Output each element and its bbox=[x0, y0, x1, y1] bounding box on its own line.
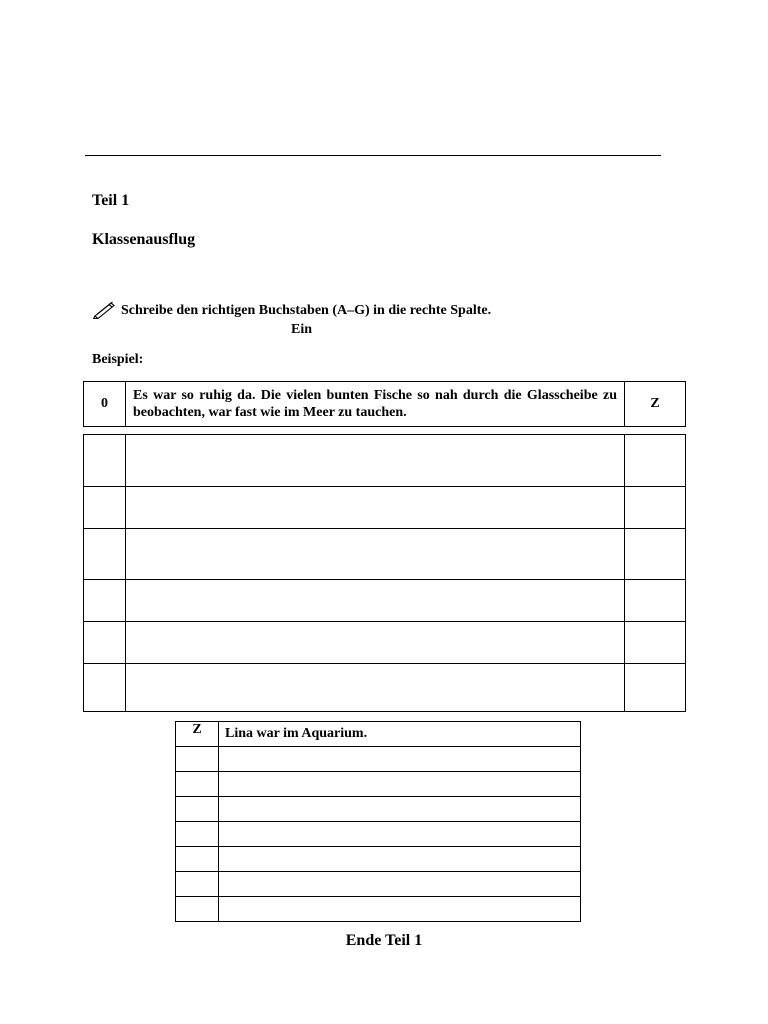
summary-text-cell bbox=[219, 797, 581, 822]
summary-text-cell bbox=[219, 747, 581, 772]
summary-letter-cell[interactable] bbox=[176, 772, 219, 797]
row-text-cell bbox=[126, 664, 625, 712]
table-row bbox=[176, 747, 581, 772]
row-text-cell bbox=[126, 435, 625, 487]
row-number-cell bbox=[84, 580, 126, 622]
table-row bbox=[84, 580, 686, 622]
summary-letter-cell[interactable] bbox=[176, 797, 219, 822]
example-label: Beispiel: bbox=[92, 352, 144, 367]
table-row bbox=[84, 487, 686, 529]
summary-letter-cell[interactable] bbox=[176, 872, 219, 897]
summary-text-cell bbox=[219, 822, 581, 847]
table-row bbox=[84, 664, 686, 712]
answer-table bbox=[83, 434, 686, 712]
table-row bbox=[176, 822, 581, 847]
answer-cell[interactable] bbox=[625, 529, 686, 580]
summary-table bbox=[175, 721, 581, 922]
row-text-cell bbox=[126, 529, 625, 580]
table-row bbox=[176, 897, 581, 922]
example-number: 0 bbox=[84, 382, 126, 427]
row-number-cell bbox=[84, 622, 126, 664]
row-text-cell bbox=[126, 622, 625, 664]
table-row bbox=[176, 797, 581, 822]
summary-text-cell bbox=[219, 897, 581, 922]
row-number-cell bbox=[84, 435, 126, 487]
summary-letter-cell[interactable] bbox=[176, 847, 219, 872]
table-row bbox=[176, 847, 581, 872]
footer-text: Ende Teil 1 bbox=[345, 932, 423, 949]
row-text-cell bbox=[126, 487, 625, 529]
top-rule bbox=[85, 155, 661, 156]
table-row bbox=[176, 722, 581, 747]
summary-text-cell bbox=[219, 847, 581, 872]
answer-cell[interactable] bbox=[625, 580, 686, 622]
topic-title: Klassenausflug bbox=[92, 231, 196, 248]
table-row bbox=[84, 382, 686, 427]
row-text-cell bbox=[126, 580, 625, 622]
summary-letter-cell[interactable] bbox=[176, 822, 219, 847]
row-number-cell bbox=[84, 487, 126, 529]
table-row bbox=[176, 772, 581, 797]
example-table bbox=[83, 381, 686, 427]
table-row bbox=[84, 622, 686, 664]
instruction-text: Schreibe den richtigen Buchstaben (A–G) in die rechte Spalte. bbox=[121, 303, 492, 318]
table-row bbox=[176, 872, 581, 897]
table-row bbox=[84, 435, 686, 487]
table-row bbox=[84, 529, 686, 580]
row-number-cell bbox=[84, 664, 126, 712]
instruction-note: Ein bbox=[291, 322, 313, 337]
part-heading: Teil 1 bbox=[92, 192, 130, 209]
pencil-icon bbox=[92, 299, 116, 319]
summary-header-text: Lina war im Aquarium. bbox=[219, 722, 581, 747]
summary-header-letter: Z bbox=[176, 722, 219, 747]
summary-text-cell bbox=[219, 872, 581, 897]
summary-letter-cell[interactable] bbox=[176, 897, 219, 922]
answer-cell[interactable] bbox=[625, 487, 686, 529]
summary-letter-cell[interactable] bbox=[176, 747, 219, 772]
answer-cell[interactable] bbox=[625, 664, 686, 712]
summary-text-cell bbox=[219, 772, 581, 797]
row-number-cell bbox=[84, 529, 126, 580]
example-text: Es war so ruhig da. Die vielen bunten Fische so nah durch die Glasscheibe zu beobachten, war fast wie im Meer zu tauchen. bbox=[126, 382, 625, 427]
answer-cell[interactable] bbox=[625, 435, 686, 487]
answer-cell[interactable] bbox=[625, 622, 686, 664]
example-answer: Z bbox=[625, 382, 686, 427]
